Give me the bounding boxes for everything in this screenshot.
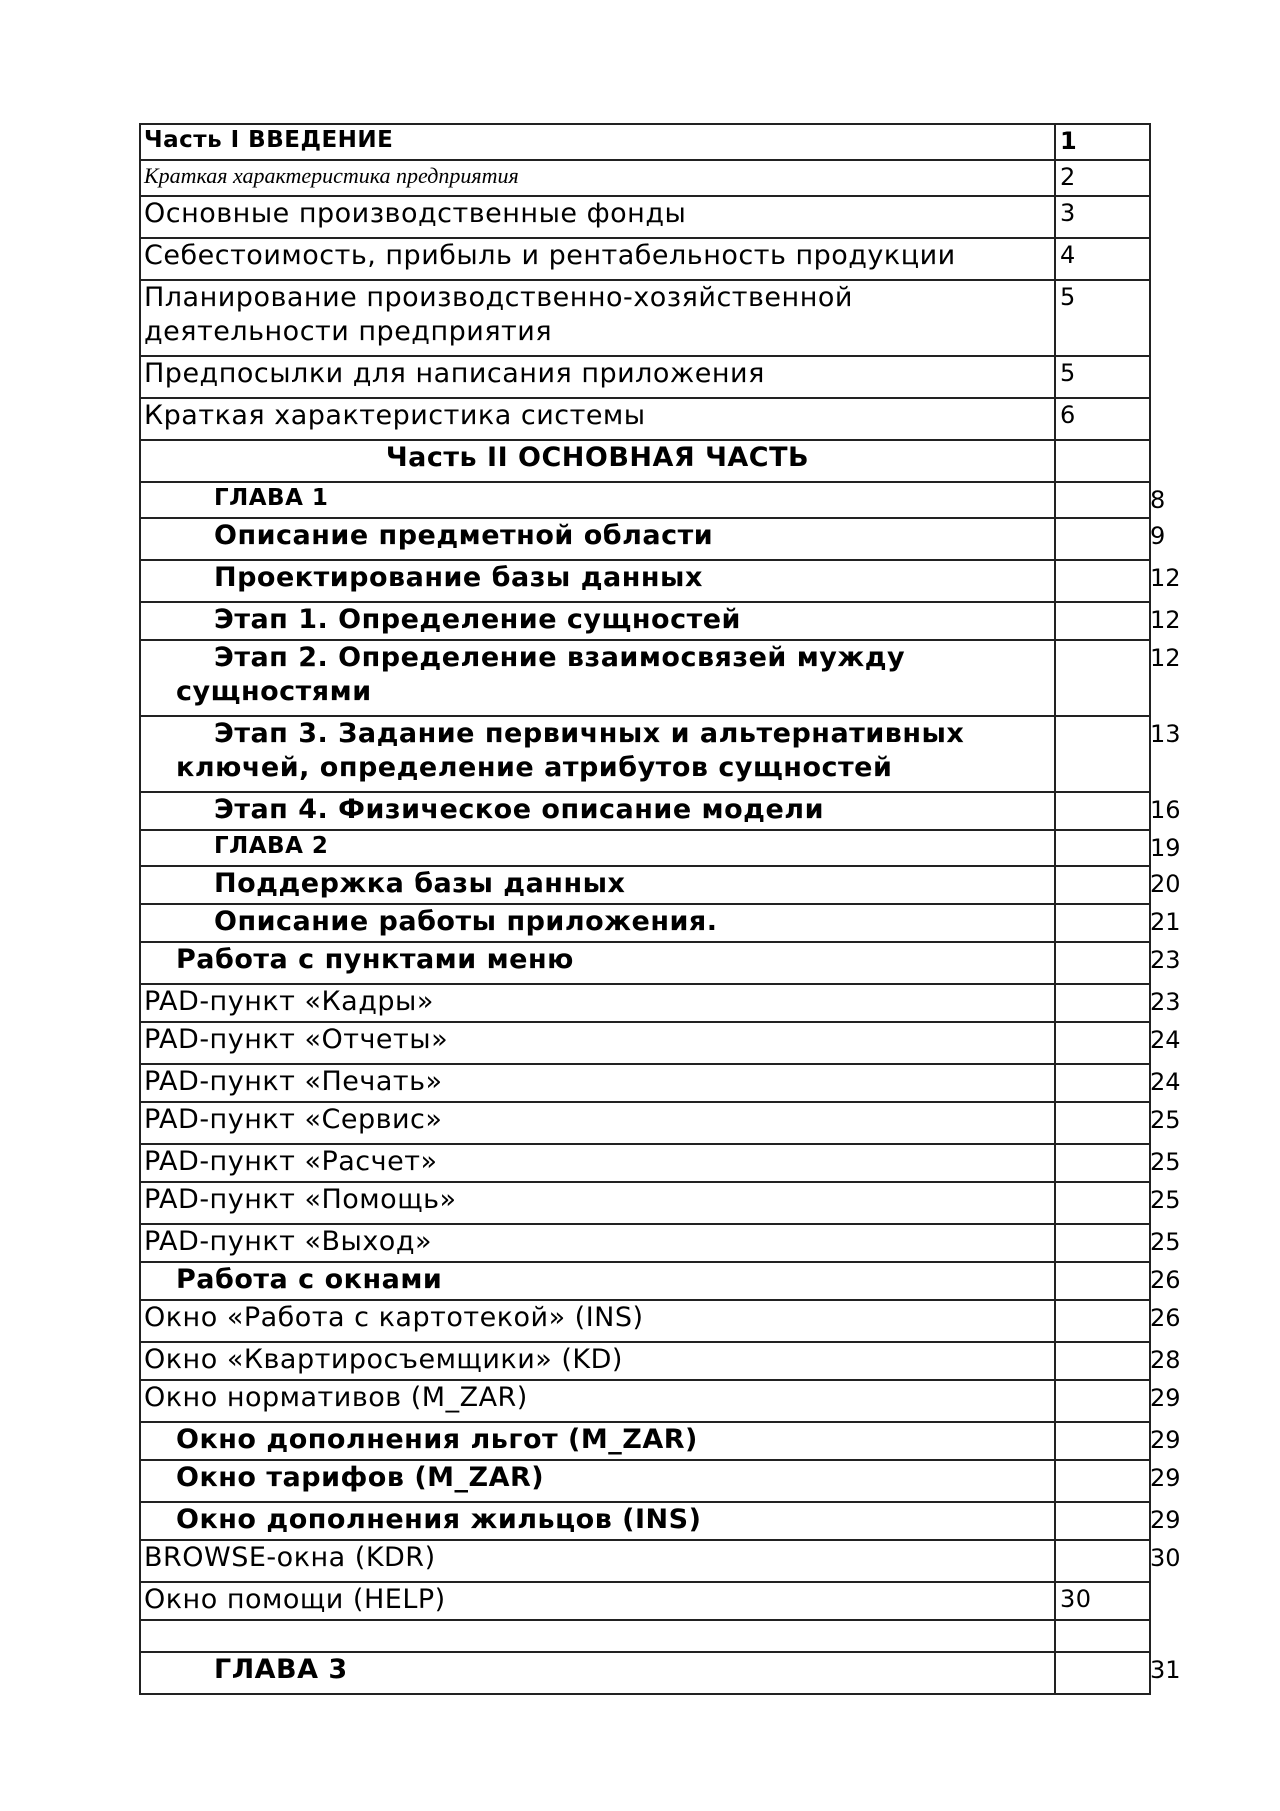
toc-title: PAD-пункт «Выход» (140, 1224, 1055, 1262)
toc-page: 23 (1150, 988, 1181, 1016)
toc-row (140, 356, 1150, 398)
toc-page: 21 (1150, 908, 1181, 936)
toc-title: PAD-пункт «Кадры» (140, 984, 1055, 1022)
toc-row (140, 398, 1150, 440)
toc-title: Поддержка базы данных (140, 866, 1055, 904)
toc-page: 19 (1150, 834, 1181, 862)
toc-row (140, 830, 1150, 866)
toc-page: 26 (1150, 1266, 1181, 1294)
toc-row (140, 1102, 1150, 1144)
toc-page: 12 (1150, 644, 1181, 672)
toc-page: 8 (1150, 486, 1166, 514)
toc-row (140, 1300, 1150, 1342)
toc-title: Основные производственные фонды (140, 196, 1055, 238)
toc-section-row (140, 440, 1150, 482)
toc-row (140, 160, 1150, 196)
toc-row (140, 196, 1150, 238)
toc-page: 29 (1150, 1506, 1181, 1534)
toc-row (140, 1182, 1150, 1224)
toc-page: 28 (1150, 1346, 1181, 1374)
toc-title: BROWSE-окна (KDR) (140, 1540, 1055, 1582)
toc-row (140, 280, 1150, 356)
toc-page: 23 (1150, 946, 1181, 974)
toc-title: Часть I ВВЕДЕНИЕ (140, 124, 1055, 160)
chapter-heading: ГЛАВА 3 (140, 1652, 1055, 1694)
toc-page: 29 (1150, 1426, 1181, 1454)
toc-row (140, 1380, 1150, 1422)
toc-row (140, 716, 1150, 792)
toc-title: PAD-пункт «Печать» (140, 1064, 1055, 1102)
toc-title: Работа с пунктами меню (140, 942, 1055, 984)
section-heading: Часть II ОСНОВНАЯ ЧАСТЬ (140, 440, 1055, 482)
toc-page: 24 (1150, 1068, 1181, 1096)
toc-page: 20 (1150, 870, 1181, 898)
toc-row (140, 904, 1150, 942)
toc-page: 30 (1150, 1544, 1181, 1572)
toc-title: Краткая характеристика системы (140, 398, 1055, 440)
toc-page: 30 (1055, 1582, 1150, 1620)
toc-row (140, 1262, 1150, 1300)
toc-row (140, 602, 1150, 640)
toc-page: 25 (1150, 1228, 1181, 1256)
toc-row (140, 1582, 1150, 1620)
toc-page: 31 (1150, 1656, 1181, 1684)
toc-row (140, 1502, 1150, 1540)
toc-title: Окно тарифов (M_ZAR) (140, 1460, 1055, 1502)
toc-page: 29 (1150, 1384, 1181, 1412)
toc-row (140, 1144, 1150, 1182)
toc-row (140, 1064, 1150, 1102)
toc-page: 25 (1150, 1186, 1181, 1214)
toc-row (140, 1022, 1150, 1064)
toc-title: Окно дополнения льгот (M_ZAR) (140, 1422, 1055, 1460)
toc-title: PAD-пункт «Отчеты» (140, 1022, 1055, 1064)
toc-title: Себестоимость, прибыль и рентабельность продукции (140, 238, 1055, 280)
toc-title: Проектирование базы данных (140, 560, 1055, 602)
toc-page: 13 (1150, 720, 1181, 748)
toc-row (140, 1540, 1150, 1582)
toc-row (140, 1652, 1150, 1694)
toc-empty-row (140, 1620, 1150, 1652)
toc-row (140, 482, 1150, 518)
toc-row (140, 124, 1150, 160)
toc-title: Краткая характеристика предприятия (140, 160, 1055, 196)
toc-row (140, 560, 1150, 602)
toc-title (140, 1620, 1055, 1652)
chapter-heading: ГЛАВА 2 (140, 830, 1055, 866)
toc-title: Описание предметной области (140, 518, 1055, 560)
table-of-contents (139, 123, 1181, 1695)
toc-title: Описание работы приложения. (140, 904, 1055, 942)
toc-row (140, 238, 1150, 280)
toc-title: Планирование производственно-хозяйственной деятельности предприятия (140, 280, 1055, 356)
toc-row (140, 1460, 1150, 1502)
toc-title: PAD-пункт «Сервис» (140, 1102, 1055, 1144)
toc-page: 29 (1150, 1464, 1181, 1492)
toc-title: PAD-пункт «Расчет» (140, 1144, 1055, 1182)
toc-title: Предпосылки для написания приложения (140, 356, 1055, 398)
toc-row (140, 1224, 1150, 1262)
toc-page (1055, 1620, 1150, 1652)
toc-page: 3 (1055, 196, 1150, 238)
toc-title: Этап 4. Физическое описание модели (140, 792, 1055, 830)
toc-title: PAD-пункт «Помощь» (140, 1182, 1055, 1224)
toc-page: 1 (1055, 124, 1150, 160)
toc-page: 26 (1150, 1304, 1181, 1332)
toc-row (140, 1422, 1150, 1460)
toc-row (140, 866, 1150, 904)
toc-title: Этап 2. Определение взаимосвязей мужду сущностями (140, 640, 1055, 716)
toc-page: 12 (1150, 564, 1181, 592)
toc-page: 9 (1150, 522, 1166, 550)
toc-row (140, 792, 1150, 830)
toc-page: 24 (1150, 1026, 1181, 1054)
toc-title: Окно «Квартиросъемщики» (KD) (140, 1342, 1055, 1380)
toc-row (140, 640, 1150, 716)
toc-row (140, 942, 1150, 984)
toc-page: 25 (1150, 1148, 1181, 1176)
toc-page: 4 (1055, 238, 1150, 280)
toc-title: Окно помощи (HELP) (140, 1582, 1055, 1620)
toc-title: Этап 3. Задание первичных и альтернативных ключей, определение атрибутов сущностей (140, 716, 1055, 792)
chapter-heading: ГЛАВА 1 (140, 482, 1055, 518)
toc-title: Окно нормативов (M_ZAR) (140, 1380, 1055, 1422)
toc-title: Работа с окнами (140, 1262, 1055, 1300)
toc-page: 16 (1150, 796, 1181, 824)
toc-title: Окно «Работа с картотекой» (INS) (140, 1300, 1055, 1342)
toc-page (1055, 440, 1150, 482)
toc-page: 5 (1055, 356, 1150, 398)
toc-page: 2 (1055, 160, 1150, 196)
toc-title: Этап 1. Определение сущностей (140, 602, 1055, 640)
toc-row (140, 1342, 1150, 1380)
toc-page: 25 (1150, 1106, 1181, 1134)
toc-page: 12 (1150, 606, 1181, 634)
toc-page: 5 (1055, 280, 1150, 356)
toc-title: Окно дополнения жильцов (INS) (140, 1502, 1055, 1540)
toc-row (140, 518, 1150, 560)
toc-page: 6 (1055, 398, 1150, 440)
toc-row (140, 984, 1150, 1022)
